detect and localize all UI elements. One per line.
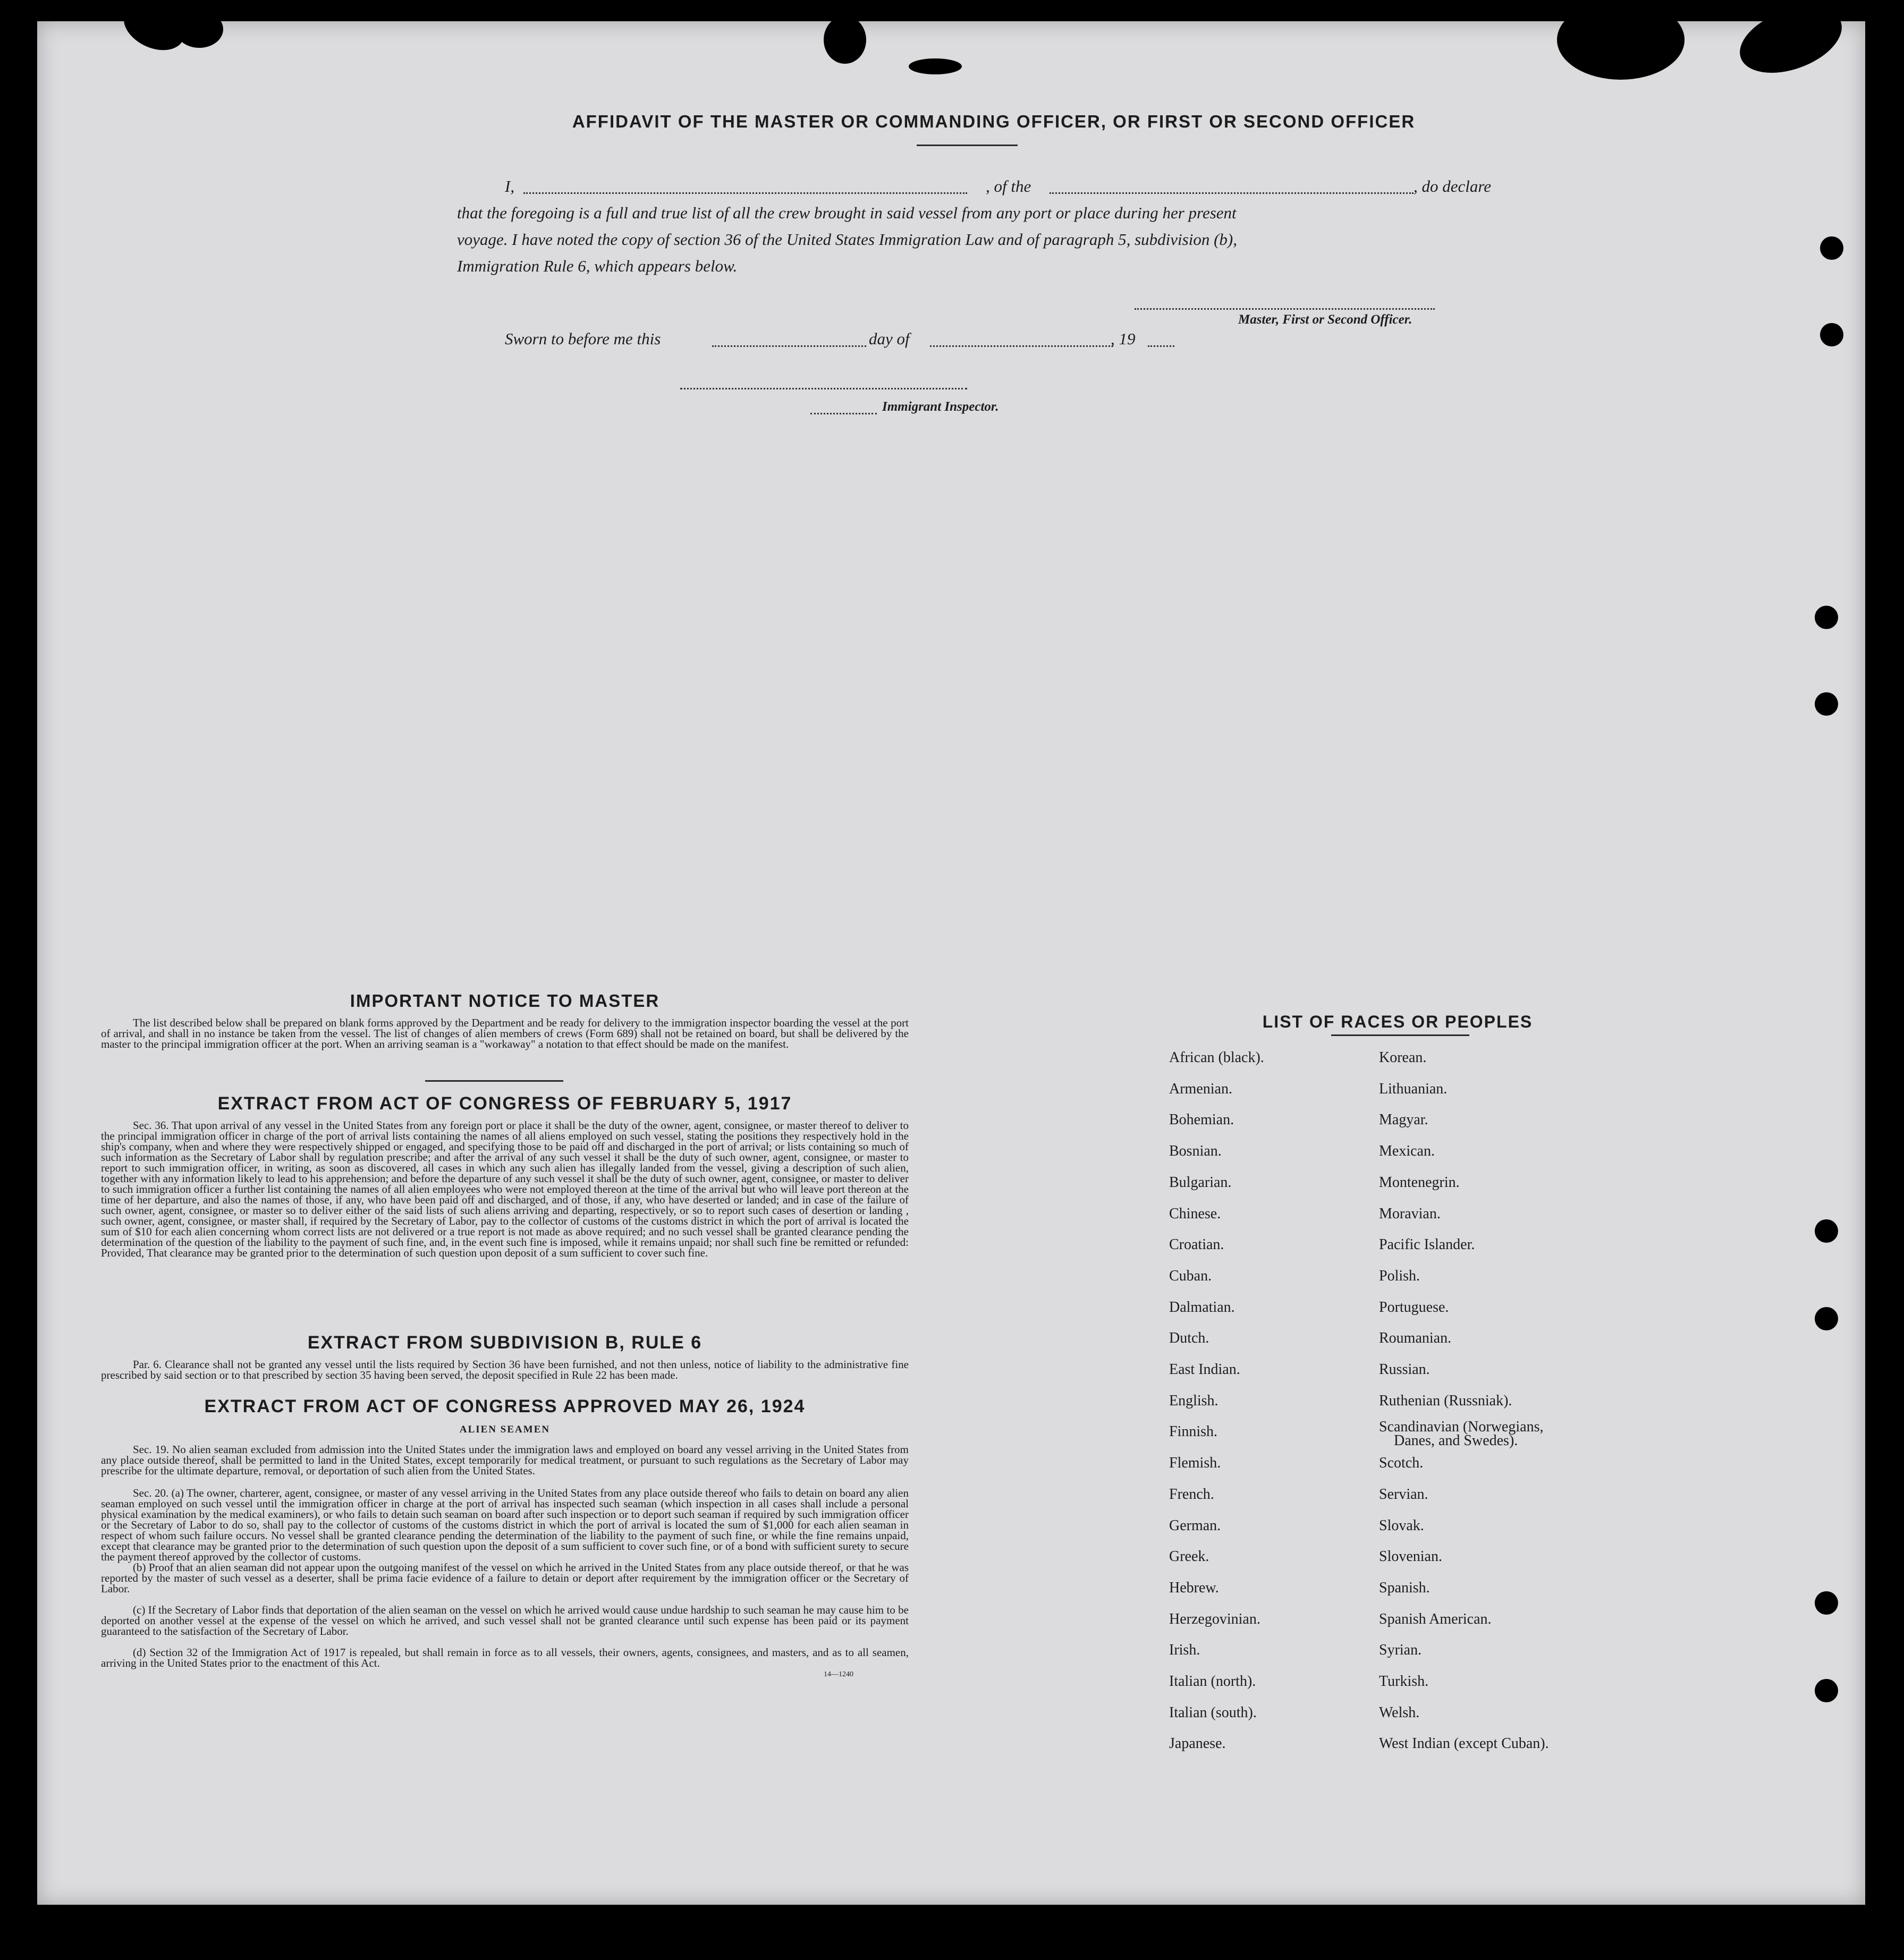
race-item: Cuban. (1169, 1267, 1212, 1284)
affidavit-line-do-declare: , do declare (1414, 177, 1492, 196)
binder-hole (1815, 1679, 1838, 1702)
extract-1924-title: EXTRACT FROM ACT OF CONGRESS APPROVED MAY 26, 1924 (204, 1396, 806, 1416)
torn-edge-mark (824, 16, 866, 64)
master-signature-label: Master, First or Second Officer. (1238, 312, 1412, 327)
blank-vessel-line[interactable] (1050, 192, 1414, 194)
affidavit-line-of-the: , of the (986, 177, 1031, 196)
inspector-short-line[interactable] (810, 413, 877, 414)
race-item: Dutch. (1169, 1330, 1209, 1347)
race-item: Italian (north). (1169, 1673, 1256, 1690)
extract-rule6-title: EXTRACT FROM SUBDIVISION B, RULE 6 (307, 1333, 703, 1353)
race-item: Finnish. (1169, 1423, 1218, 1440)
race-item: Slovak. (1379, 1517, 1424, 1534)
race-item: Slovenian. (1379, 1548, 1442, 1565)
sworn-prefix: Sworn to before me this (505, 329, 661, 348)
extract-1924-sec20a: Sec. 20. (a) The owner, charterer, agent, consignee, or master of any vessel arriving in the United States from any place outside thereof who fails to detain on board any alien seaman employed on such vessel until the immigration officer in charge at the port of arrival has inspected such seaman (which inspection in all cases shall include a personal physical examination by the medical examiners), or who fails to detain such seaman on board after such inspection or to deport such seaman if required by such immigration officer or the Secretary of Labor to do so, shall pay to the collector of customs of the customs district in which the port of arrival is located the sum of $1,000 for each alien seaman in respect of whom such failure occurs. No vessel shall be granted clearance pending the determination of the liability to the payment of such fine, or while the fine remains unpaid, except that clearance may be granted prior to the determination of such question upon the deposit of a sum sufficient to cover such fine, or of a bond with sufficient surety to secure the payment thereof approved by the collector of customs. (101, 1487, 909, 1563)
race-item: Russian. (1379, 1361, 1430, 1378)
race-item: Portuguese. (1379, 1299, 1449, 1316)
race-item: Moravian. (1379, 1205, 1441, 1222)
master-signature-line[interactable] (1135, 308, 1435, 310)
affidavit-body-line4: Immigration Rule 6, which appears below. (457, 257, 738, 275)
race-item: Greek. (1169, 1548, 1209, 1565)
blank-name-line[interactable] (523, 192, 967, 194)
race-item: French. (1169, 1486, 1214, 1503)
race-item: German. (1169, 1517, 1221, 1534)
binder-hole (1820, 236, 1843, 260)
extract-1924-sec20b: (b) Proof that an alien seaman did not appear upon the outgoing manifest of the vessel on which he arrived in the United States from any place outside thereof, or that he was reported by the master of such vessel as a deserter, shall be prima facie evidence of a failure to detain or deport after requirement by the immigration officer or the Secretary of Labor. (101, 1561, 909, 1595)
race-item: Hebrew. (1169, 1579, 1219, 1596)
notice-text: The list described below shall be prepared on blank forms approved by the Department and be ready for delivery to the immigration inspector boarding the vessel at the port of arrival, and shall in no instance be taken from the vessel. The list of changes of alien members of crews (Form 689) shall not be retained on board, but shall be delivered by the master to the principal immigration officer at the port. When an arriving seaman is a "workaway" a notation to that effect should be made on the manifest. (101, 1016, 909, 1050)
race-item: English. (1169, 1392, 1218, 1409)
extract-rule6-text: Par. 6. Clearance shall not be granted any vessel until the lists required by Section 36 have been furnished, and not then unless, notice of liability to the administrative fine prescribed by said section or to that prescribed by section 35 having been served, the deposit specified in Rule 22 has been made. (101, 1358, 909, 1381)
sworn-year-line[interactable] (1148, 345, 1174, 347)
affidavit-title: AFFIDAVIT OF THE MASTER OR COMMANDING OFFICER, OR FIRST OR SECOND OFFICER (572, 112, 1416, 131)
binder-hole (1815, 1307, 1838, 1330)
race-item: Montenegrin. (1379, 1174, 1460, 1191)
extract-1917-title: EXTRACT FROM ACT OF CONGRESS OF FEBRUARY 5, 1917 (217, 1093, 792, 1114)
form-number: 14—1240 (824, 1670, 853, 1678)
sworn-year: , 19 (1111, 329, 1136, 348)
race-item: Servian. (1379, 1486, 1428, 1503)
race-item: Scotch. (1379, 1455, 1424, 1472)
race-item: Herzegovinian. (1169, 1610, 1260, 1627)
race-item: Syrian. (1379, 1642, 1422, 1659)
race-item: Bulgarian. (1169, 1174, 1232, 1191)
torn-edge-mark (909, 58, 962, 74)
race-item: Ruthenian (Russniak). (1379, 1392, 1512, 1409)
race-item: Scandinavian (Norwegians, Danes, and Swedes). (1379, 1419, 1544, 1449)
extract-1924-subtitle: ALIEN SEAMEN (459, 1424, 551, 1435)
race-item: Croatian. (1169, 1236, 1224, 1253)
affidavit-body-line2: that the foregoing is a full and true list of all the crew brought in said vessel from any port or place during her present (457, 203, 1237, 222)
race-item: Roumanian. (1379, 1330, 1452, 1347)
extract-1917-text: Sec. 36. That upon arrival of any vessel in the United States from any foreign port or place it shall be the duty of the owner, agent, consignee, or master thereof to deliver to the principal immigration officer in charge of the port of arrival lists containing the names of all aliens employed on such vessel, stating the positions they respectively hold in the ship's company, when and where they were respectively shipped or engaged, and specifying those to be paid off and discharged in the port of arrival; or lists containing so much of such information as the Secretary of Labor shall by regulation prescribe; and after the arrival of any such vessel it shall be the duty of such owner, agent, consignee, or master to report to such immigration officer, in writing, as soon as discovered, all cases in which any such alien has illegally landed from the vessel, giving a description of such alien, together with any information likely to lead to his apprehension; and before the departure of any such vessel it shall be the duty of such owner, agent, consignee, or master to deliver to such immigration officer a further list containing the names of all alien employees who were not employed thereon at the time of the arrival but who will leave port thereon at the time of her departure, and also the names of those, if any, who have been paid off and discharged, and of those, if any, who have deserted or landed; and in case of the failure of such owner, agent, consignee, or master so to deliver either of the said lists of such aliens arriving and departing, respectively, or so to report such cases of desertion or landing , such owner, agent, consignee, or master shall, if required by the Secretary of Labor, pay to the collector of customs of the customs district in which the port of arrival is located the sum of $10 for each alien concerning whom correct lists are not delivered or a true report is not made as above required; and no such vessel shall be granted clearance pending the determination of the question of the liability to the payment of such fine, and, in the event such fine is imposed, while it remains unpaid; nor shall such fine be remitted or refunded: Provided, That clearance may be granted prior to the determination of such question upon deposit of a sum sufficient to cover such fine. (101, 1119, 909, 1259)
title-underline (917, 145, 1018, 146)
race-item: Korean. (1379, 1049, 1427, 1066)
race-item: Flemish. (1169, 1455, 1221, 1472)
races-underline (1331, 1034, 1469, 1036)
race-item: Turkish. (1379, 1673, 1429, 1690)
document-page (37, 21, 1865, 1905)
race-item: West Indian (except Cuban). (1379, 1735, 1549, 1752)
race-item: Bosnian. (1169, 1143, 1222, 1160)
race-item: Spanish American. (1379, 1610, 1492, 1627)
races-title: LIST OF RACES OR PEOPLES (1262, 1012, 1533, 1031)
binder-hole (1815, 692, 1838, 716)
affidavit-body-line3: voyage. I have noted the copy of section 36 of the United States Immigration Law and of paragraph 5, subdivision (b), (457, 230, 1237, 249)
race-item: Pacific Islander. (1379, 1236, 1475, 1253)
extract-1924-sec19: Sec. 19. No alien seaman excluded from admission into the United States under the immigration laws and employed on board any vessel arriving in the United States from any place outside thereof, shall be permitted to land in the United States, except temporarily for medical treatment, or pursuant to such regulations as the Secretary of Labor may prescribe for the ultimate departure, removal, or deportation of such alien from the United States. (101, 1443, 909, 1477)
race-item: Armenian. (1169, 1080, 1232, 1097)
torn-edge-mark (175, 11, 223, 48)
sworn-month-line[interactable] (930, 345, 1113, 347)
race-item: Spanish. (1379, 1579, 1430, 1596)
race-item: Irish. (1169, 1642, 1200, 1659)
sworn-day-of: day of (869, 329, 910, 348)
extract-1924-sec20d: (d) Section 32 of the Immigration Act of 1917 is repealed, but shall remain in force as to all vessels, their owners, agents, consignees, and masters, and as to all seamen, arriving in the United States prior to the enactment of this Act. (101, 1646, 909, 1669)
race-item: Dalmatian. (1169, 1299, 1235, 1316)
race-item: Italian (south). (1169, 1704, 1257, 1721)
race-item: Lithuanian. (1379, 1080, 1448, 1097)
race-item: Chinese. (1169, 1205, 1221, 1222)
race-item: Magyar. (1379, 1111, 1428, 1129)
notice-title: IMPORTANT NOTICE TO MASTER (350, 991, 660, 1011)
affidavit-line-i: I, (505, 177, 515, 196)
binder-hole (1815, 1219, 1838, 1243)
binder-hole (1815, 1591, 1838, 1615)
race-item: African (black). (1169, 1049, 1264, 1066)
inspector-signature-line[interactable] (680, 388, 967, 389)
race-item: Welsh. (1379, 1704, 1420, 1721)
race-item: Mexican. (1379, 1143, 1435, 1160)
race-item: Polish. (1379, 1267, 1420, 1284)
notice-divider (425, 1080, 563, 1082)
race-item: East Indian. (1169, 1361, 1240, 1378)
binder-hole (1820, 323, 1843, 346)
race-item: Bohemian. (1169, 1111, 1234, 1129)
extract-1924-sec20c: (c) If the Secretary of Labor finds that deportation of the alien seaman on the vessel on which he arrived would cause undue hardship to such seaman he may cause him to be deported on another vessel at the expense of the vessel on which he arrived, and such vessel shall not be granted clearance until such expense has been paid or its payment guaranteed to the satisfaction of the Secretary of Labor. (101, 1603, 909, 1637)
binder-hole (1815, 606, 1838, 629)
torn-edge-mark (1731, 0, 1851, 86)
inspector-label: Immigrant Inspector. (882, 400, 999, 414)
torn-edge-mark (1557, 0, 1685, 80)
race-item: Japanese. (1169, 1735, 1226, 1752)
sworn-day-line[interactable] (712, 345, 866, 347)
